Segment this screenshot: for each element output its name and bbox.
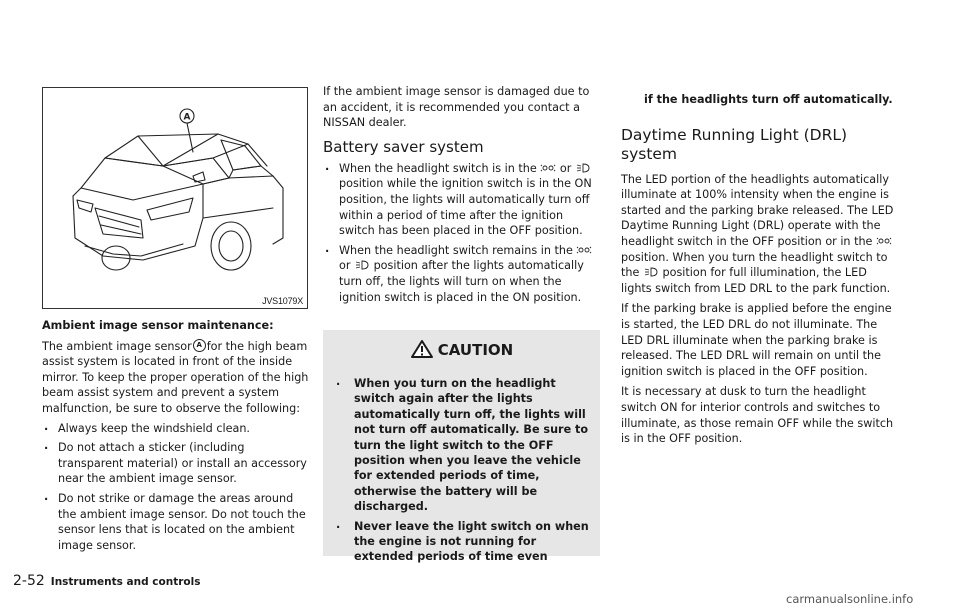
caution-continued: if the headlights turn off automatically.: [644, 93, 893, 106]
column-2: [323, 84, 600, 305]
car-drawing: [43, 88, 307, 308]
parking-light-icon: [540, 163, 556, 173]
warning-triangle-icon: [410, 339, 434, 359]
p1-b: position. When you turn the headlight switch to the: [621, 250, 888, 280]
sensor-intro: [42, 339, 310, 417]
caution-list: [331, 376, 593, 565]
column-3: [621, 92, 896, 447]
parking-light-icon: [576, 245, 592, 255]
sensor-intro-text: The ambient image sensor: [42, 339, 192, 353]
p1-a: The LED portion of the headlights automatically illuminate at 100% intensity when the engine is started and the parking brake released. The LED Daytime Running Light (DRL) operate with the headlight switch in the OFF position or in the: [621, 172, 894, 248]
list-item: . Always keep the windshield clean.: [42, 421, 310, 437]
b1-pre: When the headlight switch is in the: [339, 161, 537, 175]
page-footer: [13, 573, 200, 589]
list-item: . Do not attach a sticker (including transparent material) or install an accessory near the ambient image sensor.: [42, 440, 310, 487]
b1-post: position while the ignition switch is in the ON position, the lights will automatically turn off within a period of time after the ignition switch has been placed in the OFF position.: [339, 177, 592, 238]
list-item: [323, 243, 600, 305]
list-item: [323, 161, 600, 239]
drl-paragraph-2: If the parking brake is applied before the engine is started, the LED DRL do not illuminate. The LED DRL illuminate when the parking brake is released. The LED DRL will remain on until the ignition switch is placed in the OFF position.: [621, 302, 892, 378]
car-illustration: [42, 87, 308, 309]
figure-label-a: A: [183, 112, 191, 123]
b2-post: position after the lights automatically turn off, the lights will turn on when the ignition switch is placed in the ON position.: [339, 259, 584, 304]
caution-header: [323, 340, 600, 361]
section-title: Instruments and controls: [50, 576, 201, 588]
heading-drl: Daytime Running Light (DRL) system: [621, 125, 848, 163]
battery-saver-list: [323, 161, 600, 305]
drl-paragraph-3: It is necessary at dusk to turn the headlight switch ON for interior controls and switches to illuminate, as those remain OFF while the switch is in the OFF position.: [621, 385, 894, 446]
parking-light-icon: [876, 236, 892, 246]
drl-paragraph-1: [621, 172, 896, 297]
list-item: . Do not strike or damage the areas around the ambient image sensor. Do not touch the sensor lens that is located on the ambient image sensor.: [42, 491, 310, 553]
headlight-icon: [575, 163, 591, 173]
caution-box: [323, 330, 600, 564]
sensor-intro-rest: for the high beam assist system is located in front of the inside mirror. To keep the proper operation of the high beam assist system and prevent a system malfunction, be sure to observe the following:: [42, 339, 309, 415]
figure-code: JVS1079X: [262, 296, 303, 306]
caution-title: CAUTION: [437, 341, 514, 359]
column-1: [42, 318, 310, 553]
damage-note: If the ambient image sensor is damaged due to an accident, it is recommended you contact a NISSAN dealer.: [323, 85, 590, 130]
subhead-sensor-maintenance: Ambient image sensor maintenance:: [42, 319, 274, 332]
headlight-icon: [354, 260, 370, 270]
b2-or: or: [339, 259, 351, 273]
headlight-icon: [643, 267, 659, 277]
list-item: . When you turn on the headlight switch again after the lights automatically turn off, the lights will not turn off automatically. Be sure to turn the light switch to the OFF position when you leave the vehicle for extended periods of time, otherwise the battery will be discharged.: [331, 376, 593, 515]
maintenance-list: [42, 421, 310, 554]
b1-or: or: [559, 161, 572, 175]
marker-a-icon: A: [193, 339, 206, 352]
heading-battery-saver: Battery saver system: [323, 137, 484, 156]
list-item: . Never leave the light switch on when the engine is not running for extended periods of time even: [331, 519, 593, 565]
watermark: carmanualsonline.info: [786, 592, 914, 606]
p1-c: position for full illumination, the LED lights switch from LED DRL to the park function.: [621, 266, 891, 295]
page-number: 2-52: [13, 573, 45, 589]
b2-pre: When the headlight switch remains in the: [339, 243, 573, 257]
